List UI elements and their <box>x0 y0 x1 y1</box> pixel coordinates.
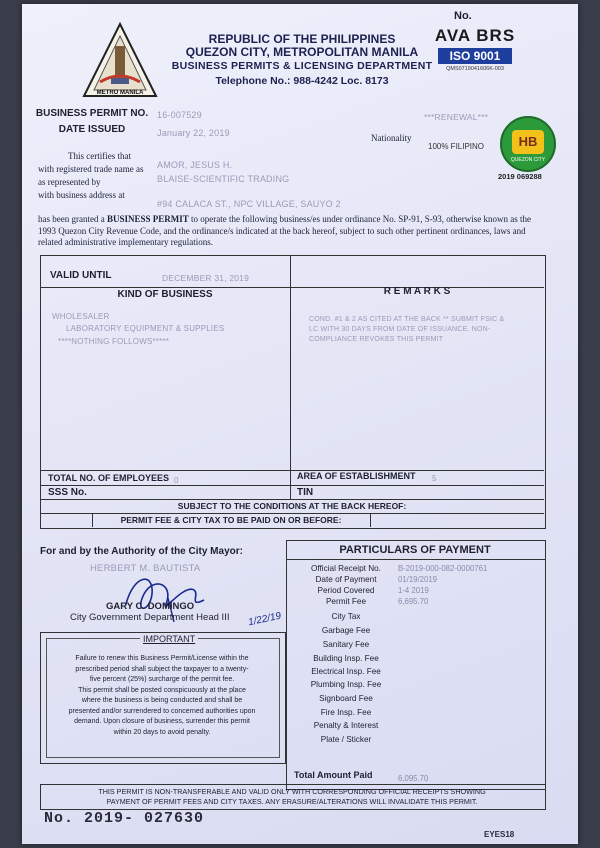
payment-label-receipt: Official Receipt No. <box>311 564 381 573</box>
important-title: IMPORTANT <box>140 634 198 644</box>
payment-label-penalty: Penalty & Interest <box>313 721 379 730</box>
remarks-header: R E M A R K S <box>383 286 451 297</box>
quezon-city-seal <box>82 22 158 98</box>
payment-label-plate: Plate / Sticker <box>320 735 372 744</box>
business-address: #94 CALACA ST., NPC VILLAGE, SAUYO 2 <box>157 199 341 209</box>
department-head-position: City Government Department Head III <box>70 612 230 623</box>
renewal-value: ***RENEWAL*** <box>424 112 489 122</box>
employees-label: TOTAL NO. OF EMPLOYEES <box>48 473 170 483</box>
hb-badge-text: HB <box>512 130 544 154</box>
grant-text-1: has been granted a <box>38 214 107 224</box>
payment-value-receipt: B-2019-000-082-0000761 <box>398 564 488 573</box>
area-label: AREA OF ESTABLISHMENT <box>297 471 416 481</box>
footer-line-1: THIS PERMIT IS NON-TRANSFERABLE AND VALID ONLY WITH CORRESPONDING OFFICIAL RECEIPTS SHOWING <box>98 787 486 796</box>
header-city: QUEZON CITY, METROPOLITAN MANILA <box>185 45 419 59</box>
remarks-line-2: LC WITH 30 DAYS FROM DATE OF ISSUANCE. NON- <box>309 326 491 333</box>
seal-text: METRO MANILA <box>96 90 144 96</box>
payment-label-signboard: Signboard Fee <box>319 694 373 703</box>
grant-text-2: to operate the following business/es under ordinance No. SP-91, S-93, otherwise known as the <box>188 214 531 224</box>
conditions-note: SUBJECT TO THE CONDITIONS AT THE BACK HEREOF: <box>177 501 407 511</box>
important-line-4: This permit shall be posted conspicuously at the place <box>78 686 246 694</box>
header-republic: REPUBLIC OF THE PHILIPPINES <box>208 32 396 46</box>
business-line-3: ****NOTHING FOLLOWS***** <box>58 337 170 346</box>
payment-label-fire: Fire Insp. Fee <box>320 708 372 717</box>
total-value: 6,095.70 <box>398 774 429 783</box>
payment-label-electrical: Electrical Insp. Fee <box>311 667 381 676</box>
important-line-5: where the business is being conducted and shall be <box>81 697 243 704</box>
payment-label-city-tax: City Tax <box>331 612 361 621</box>
payment-label-period: Period Covered <box>317 586 375 595</box>
header-department: BUSINESS PERMITS & LICENSING DEPARTMENT <box>171 60 433 72</box>
footer-line-2: PAYMENT OF PERMIT FEES AND CITY TAXES. ANY ERASURE/ALTERATIONS WILL INVALIDATE THIS PERMIT. <box>106 797 478 806</box>
grant-paragraph <box>38 214 568 249</box>
payment-label-garbage: Garbage Fee <box>321 626 371 635</box>
remarks-line-1: COND. #1 & 2 AS CITED AT THE BACK ** SUBMIT FSIC & <box>309 316 505 323</box>
bps-logo-text: AVA BRS <box>434 26 516 45</box>
permit-document <box>22 4 578 844</box>
important-line-3: five percent (25%) surcharge of the permit fee. <box>89 676 235 683</box>
grant-text-bold: BUSINESS PERMIT <box>106 214 189 224</box>
iso-badge: ISO 9001 <box>438 48 512 64</box>
date-issued-value: January 22, 2019 <box>157 128 230 138</box>
date-issued-label: DATE ISSUED <box>58 124 126 135</box>
kind-of-business-header: KIND OF BUSINESS <box>117 289 213 300</box>
employees-value: 0 <box>174 476 179 485</box>
nationality-label: Nationality <box>371 133 412 143</box>
total-label: Total Amount Paid <box>294 770 373 780</box>
business-line-1: WHOLESALER <box>52 312 110 321</box>
serial-number: No. 2019- 027630 <box>44 810 205 827</box>
business-line-2: LABORATORY EQUIPMENT & SUPPLIES <box>66 324 225 333</box>
tin-label: TIN <box>297 487 314 498</box>
certify-line2: with registered trade name as <box>38 164 144 174</box>
footer-code: EYES18 <box>484 830 515 839</box>
payment-value-permit-fee: 6,695.70 <box>398 597 429 606</box>
no-label: No. <box>454 10 472 22</box>
certify-line3: as represented by <box>38 177 101 187</box>
payment-label-date: Date of Payment <box>315 575 377 584</box>
valid-until-label: VALID UNTIL <box>50 270 112 281</box>
certify-line1: This certifies that <box>68 151 131 161</box>
trade-name: BLAISE-SCIENTIFIC TRADING <box>157 174 290 184</box>
owner-name: AMOR, JESUS H. <box>157 160 233 170</box>
iso-logo <box>434 26 516 92</box>
handwritten-date: 1/22/19 <box>247 610 283 629</box>
grant-text-4: related administrative implementary regulations. <box>38 237 213 247</box>
important-line-2: prescribed period shall subject the taxpayer to a twenty- <box>75 665 249 673</box>
mayor-name: HERBERT M. BAUTISTA <box>90 563 201 574</box>
header-telephone: Telephone No.: 988-4242 Loc. 8173 <box>215 75 389 87</box>
authority-title: For and by the Authority of the City Mayor: <box>40 546 243 557</box>
permit-no-value: 16-007529 <box>157 110 202 120</box>
grant-text-3: 1993 Quezon City Revenue Code, and the ordinance/s indicated at the back hereof, subject to such other pertinent ordinances, laws and <box>38 225 526 236</box>
payment-label-building: Building Insp. Fee <box>313 654 379 663</box>
payment-title: PARTICULARS OF PAYMENT <box>339 544 491 556</box>
sss-label: SSS No. <box>48 487 87 498</box>
payment-value-date: 01/19/2019 <box>398 575 438 584</box>
remarks-line-3: COMPLIANCE REVOKES THIS PERMIT <box>309 336 444 343</box>
hb-badge-ring: QUEZON CITY <box>510 157 546 163</box>
certify-line4: with business address at <box>38 190 125 200</box>
area-value: 5 <box>432 474 437 483</box>
department-head-name: GARY C. DOMINGO <box>106 601 195 612</box>
important-line-7: demand. Upon closure of business, surrender this permit <box>74 718 250 725</box>
payment-value-period: 1-4 2019 <box>398 586 429 595</box>
hb-badge-icon <box>500 116 556 172</box>
important-line-1: Failure to renew this Business Permit/License within the <box>75 655 249 662</box>
hb-serial: 2019 069288 <box>498 172 542 181</box>
fee-deadline-note: PERMIT FEE & CITY TAX TO BE PAID ON OR BEFORE: <box>120 515 342 525</box>
important-line-6: presented and/or surrendered to concerned authorities upon <box>68 707 256 715</box>
important-line-8: within 20 days to avoid penalty. <box>113 728 211 736</box>
iso-code: QMS0719041606K-003 <box>446 66 504 72</box>
important-text <box>48 654 276 738</box>
payment-label-plumbing: Plumbing Insp. Fee <box>310 680 382 689</box>
payment-label-permit-fee: Permit Fee <box>325 597 367 606</box>
valid-until-value: DECEMBER 31, 2019 <box>162 273 250 283</box>
payment-label-sanitary: Sanitary Fee <box>322 640 370 649</box>
nationality-value: 100% FILIPINO <box>428 142 485 151</box>
permit-no-label: BUSINESS PERMIT NO. <box>35 108 149 119</box>
